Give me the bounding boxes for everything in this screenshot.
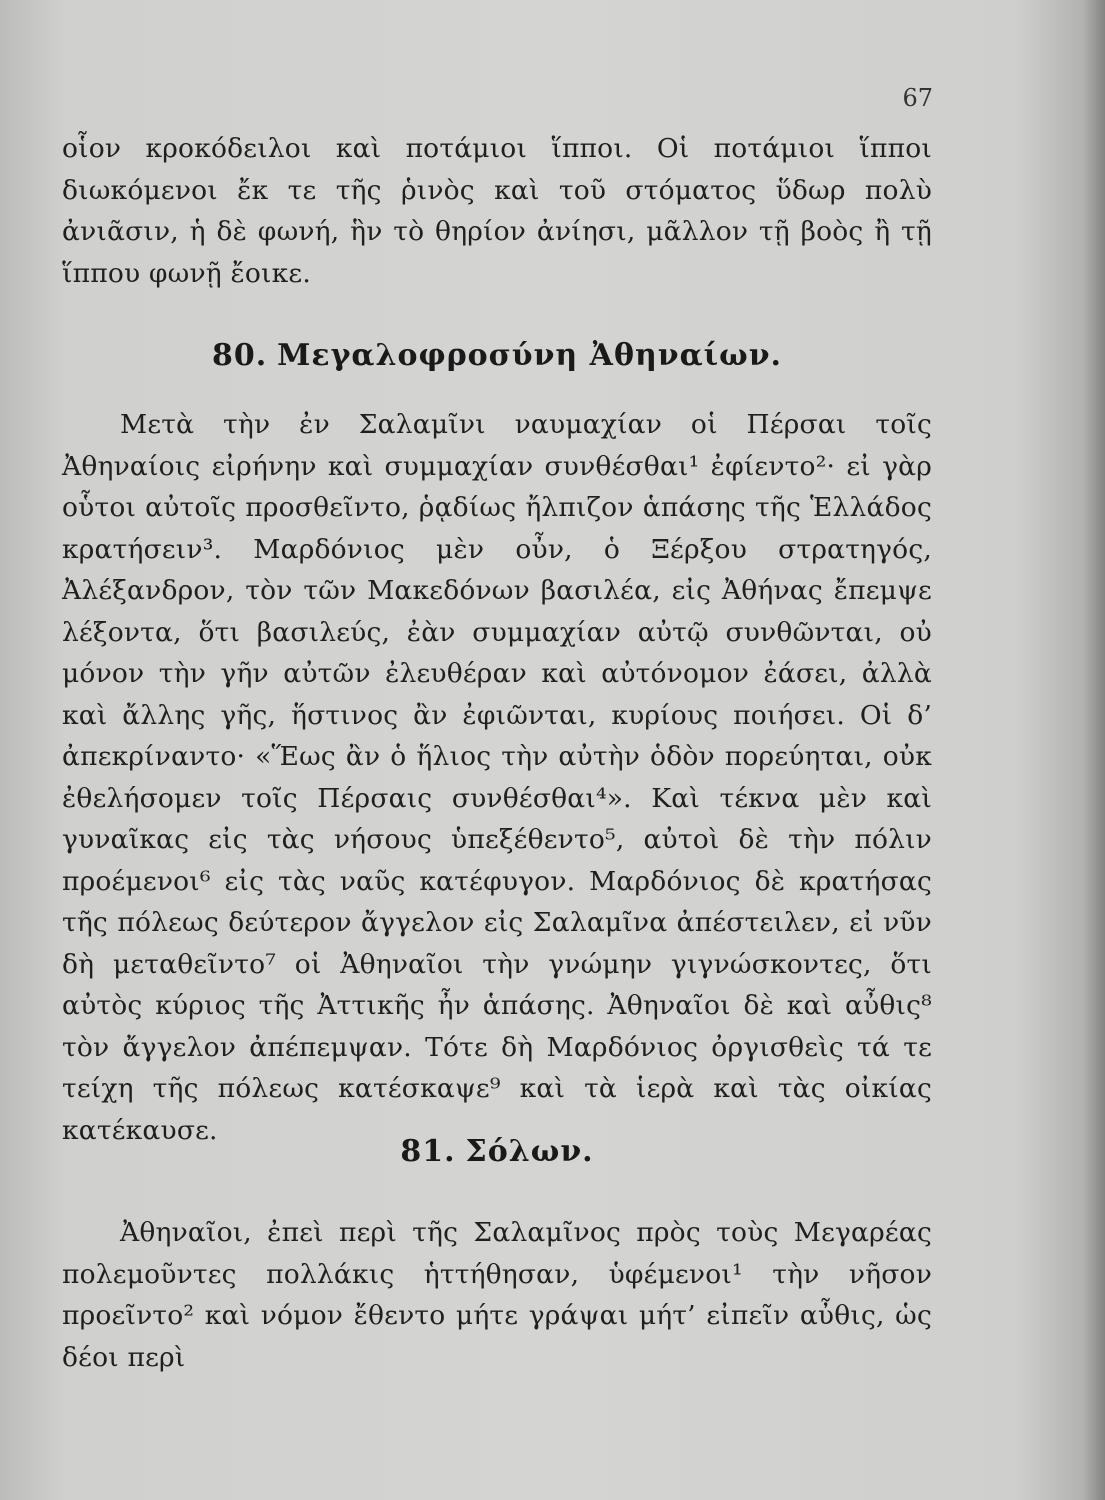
section-number: 80. xyxy=(211,338,268,373)
paragraph-text: Μετὰ τὴν ἐν Σαλαμῖνι ναυμαχίαν οἱ Πέρσαι τοῖς Ἀθηναίοις εἰρήνην καὶ συμμαχίαν συνθέσθαι¹ ἐφίεντο²· εἰ γὰρ οὗτοι αὐτοῖς προσθεῖντο, ῥᾳδίως ἤλπιζον ἁπάσης τῆς Ἑλλάδος κρατήσειν³. Μαρδόνιος μὲν οὖν, ὁ Ξέρξου στρατηγός, Ἀλέξανδρον, τὸν τῶν Μακεδόνων βασιλέα, εἰς Ἀθήνας ἔπεμψε λέξοντα, ὅτι βασιλεύς, ἐὰν συμμαχίαν αὐτῷ συνθῶνται, οὐ μόνον τὴν γῆν αὐτῶν ἐλευθέραν καὶ αὐτόνομον ἐάσει, ἀλλὰ καὶ ἄλλης γῆς, ἥστινος ἂν ἐφιῶνται, κυρίους ποιήσει. Οἱ δ’ ἀπεκρίναντο· «Ἕως ἂν ὁ ἥλιος τὴν αὐτὴν ὁδὸν πορεύηται, οὐκ ἐθελήσομεν τοῖς Πέρσαις συνθέσθαι⁴». Καὶ τέκνα μὲν καὶ γυναῖκας εἰς τὰς νήσους ὑπεξέθεντο⁵, αὐτοὶ δὲ τὴν πόλιν προέμενοι⁶ εἰς τὰς ναῦς κατέφυγον. Μαρδόνιος δὲ κρατήσας τῆς πόλεως δεύτερον ἄγγελον εἰς Σαλαμῖνα ἀπέστειλεν, εἰ νῦν δὴ μεταθεῖντο⁷ οἱ Ἀθηναῖοι τὴν γνώμην γιγνώσκοντες, ὅτι αὐτὸς κύριος τῆς Ἀττικῆς ἦν ἁπάσης. Ἀθηναῖοι δὲ καὶ αὖθις⁸ τὸν ἄγγελον ἀπέπεμψαν. Τότε δὴ Μαρδόνιος ὀργισθεὶς τά τε τείχη τῆς πόλεως κατέσκαψε⁹ καὶ τὰ ἱερὰ καὶ τὰς οἰκίας κατέκαυσε. xyxy=(62,409,932,1146)
page-number: 67 xyxy=(902,84,933,112)
section-80-heading xyxy=(62,338,932,373)
page-edge-shadow xyxy=(1083,0,1105,1500)
paragraph-continued xyxy=(62,128,932,294)
section-81-heading xyxy=(62,1134,932,1169)
section-80-body xyxy=(62,404,932,1151)
section-81-body xyxy=(62,1212,932,1378)
section-title: Σόλων. xyxy=(465,1134,594,1169)
section-title: Μεγαλοφροσύνη Ἀθηναίων. xyxy=(277,338,783,373)
section-number: 81. xyxy=(400,1134,456,1169)
paragraph-text: Ἀθηναῖοι, ἐπεὶ περὶ τῆς Σαλαμῖνος πρὸς τοὺς Μεγαρέας πολεμοῦντες πολλάκις ἡττήθησαν, ὑφέμενοι¹ τὴν νῆσον προεῖντο² καὶ νόμον ἔθεντο μήτε γράψαι μήτ’ εἰπεῖν αὖθις, ὡς δέοι περὶ xyxy=(62,1217,932,1373)
paragraph-text: οἷον κροκόδειλοι καὶ ποτάμιοι ἵπποι. Οἱ ποτάμιοι ἵπποι διωκόμενοι ἔκ τε τῆς ῥινὸς καὶ τοῦ στόματος ὕδωρ πολὺ ἀνιᾶσιν, ἡ δὲ φωνή, ἣν τὸ θηρίον ἀνίησι, μᾶλλον τῇ βοὸς ἢ τῇ ἵππου φωνῇ ἔοικε. xyxy=(62,133,932,289)
